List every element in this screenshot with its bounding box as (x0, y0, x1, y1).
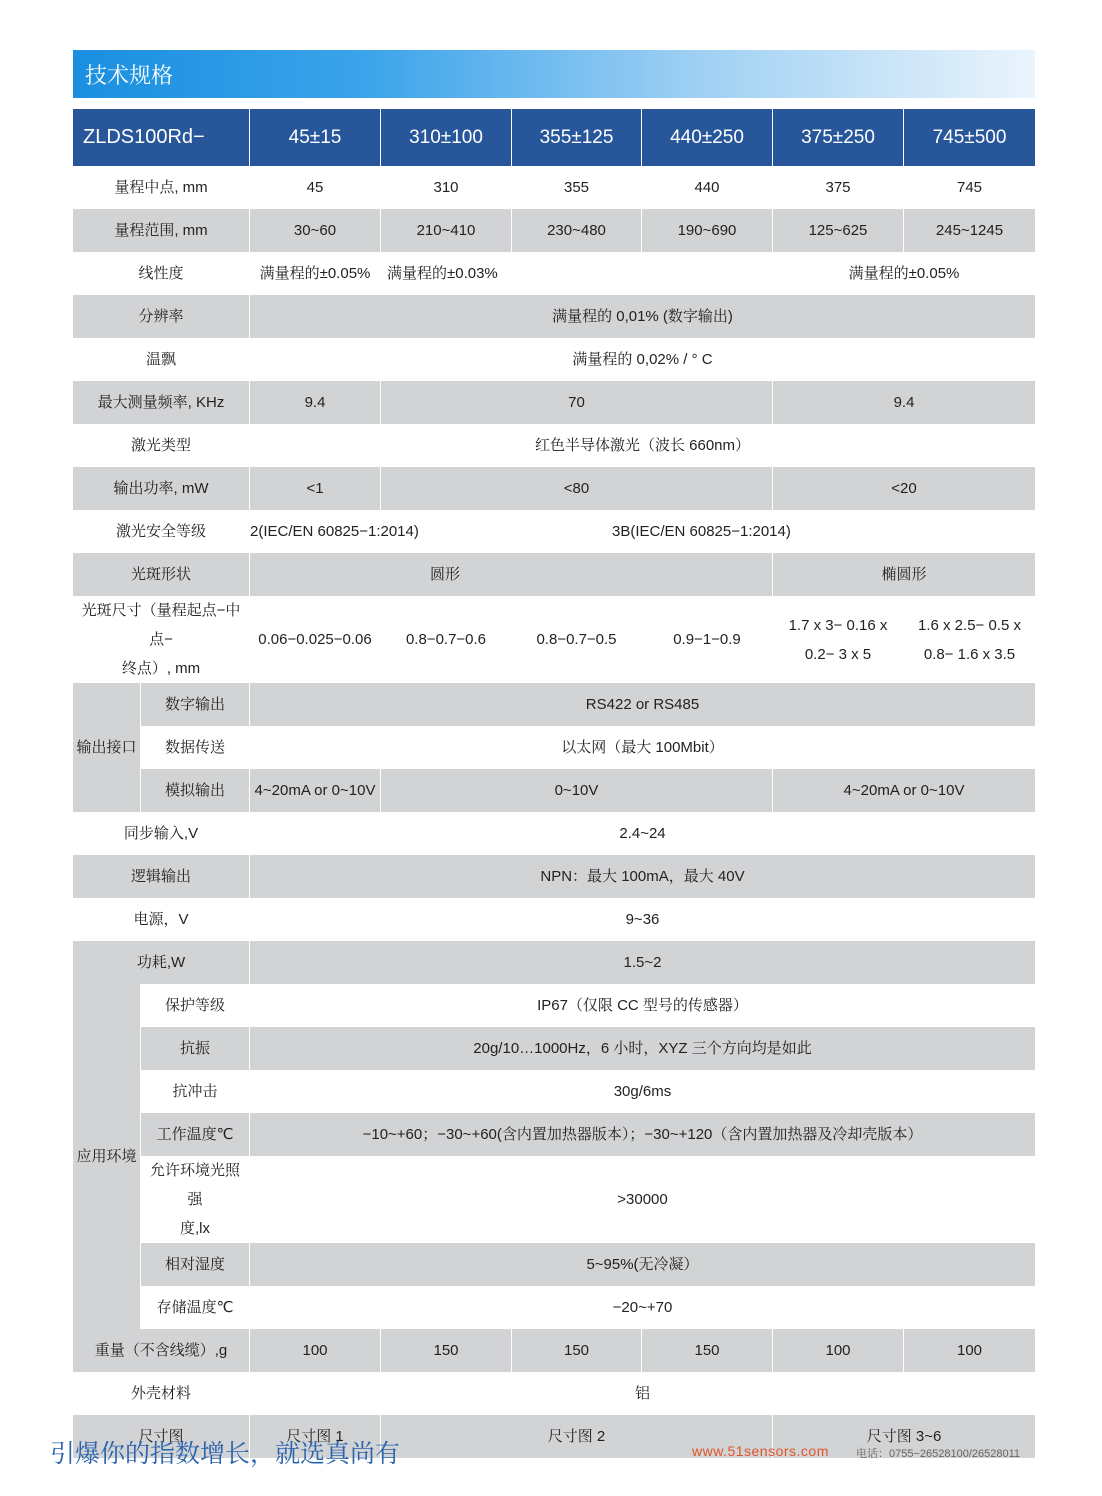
cell: 355 (512, 166, 642, 209)
row-power-supply (73, 898, 1035, 941)
group-label-output: 输出接口 (73, 683, 141, 812)
row-label: 量程中点, mm (73, 166, 250, 209)
cell: 5~95%(无冷凝） (250, 1243, 1035, 1286)
row-label-line: 终点）, mm (121, 660, 201, 677)
row-label: 数字输出 (141, 683, 250, 726)
cell: 满量程的±0.05% (250, 252, 381, 295)
row-spot-shape (73, 553, 1035, 596)
row-label: 分辨率 (73, 295, 250, 338)
cell: 100 (904, 1329, 1035, 1372)
row-label: 温飘 (73, 338, 250, 381)
row-label: 线性度 (73, 252, 250, 295)
cell: 9.4 (250, 381, 381, 424)
cell: 满量程的±0.05% (773, 252, 1035, 295)
row-sync-input (73, 812, 1035, 855)
cell: 9~36 (250, 898, 1035, 941)
row-label: 抗振 (141, 1027, 250, 1070)
row-label: 尺寸图 (73, 1415, 250, 1458)
row-label: 电源，V (73, 898, 250, 941)
cell-line: 1.6 x 2.5− 0.5 x (918, 616, 1021, 634)
cell: 满量程的±0.03% (381, 252, 773, 295)
row-label: 相对湿度 (141, 1243, 250, 1286)
row-protection (73, 984, 1035, 1027)
cell: 0.06−0.025−0.06 (250, 596, 381, 683)
row-spot-size (73, 596, 1035, 683)
cell: 150 (381, 1329, 512, 1372)
cell: 745 (904, 166, 1035, 209)
section-title: 技术规格 (85, 62, 174, 88)
row-linearity (73, 252, 1035, 295)
row-label-line: 度,lx (179, 1220, 210, 1237)
row-range (73, 209, 1035, 252)
row-label: 激光类型 (73, 424, 250, 467)
row-label: 激光安全等级 (73, 510, 250, 553)
row-midpoint (73, 166, 1035, 209)
row-label: 功耗,W (73, 941, 250, 984)
row-label: 同步输入,V (73, 812, 250, 855)
group-label-environment: 应用环境 (73, 984, 141, 1329)
row-label (73, 596, 250, 683)
cell: 375 (773, 166, 904, 209)
row-label: 外壳材料 (73, 1372, 250, 1415)
cell: NPN：最大 100mA，最大 40V (250, 855, 1035, 898)
row-label: 输出功率, mW (73, 467, 250, 510)
cell: 9.4 (773, 381, 1035, 424)
cell: <1 (250, 467, 381, 510)
cell (773, 596, 904, 683)
range-col-1: 45±15 (250, 109, 381, 166)
cell: 尺寸图 2 (381, 1415, 773, 1458)
cell: 20g/10…1000Hz，6 小时，XYZ 三个方向均是如此 (250, 1027, 1035, 1070)
footer-phone: 电话：0755−26528100/26528011 (856, 1448, 1021, 1460)
footer-slogan: 引爆你的指数增长，就选真尚有 (50, 1440, 401, 1468)
row-label-line: 光斑尺寸（量程起点−中点− (81, 602, 241, 648)
row-label: 光斑形状 (73, 553, 250, 596)
cell: −20~+70 (250, 1286, 1035, 1329)
row-label (141, 1156, 250, 1243)
cell: 尺寸图 1 (250, 1415, 381, 1458)
range-col-6: 745±500 (904, 109, 1035, 166)
cell: 310 (381, 166, 512, 209)
row-label: 抗冲击 (141, 1070, 250, 1113)
cell: 红色半导体激光（波长 660nm） (250, 424, 1035, 467)
row-operating-temp (73, 1113, 1035, 1156)
cell: <20 (773, 467, 1035, 510)
row-vibration (73, 1027, 1035, 1070)
cell: 150 (512, 1329, 642, 1372)
cell: 45 (250, 166, 381, 209)
cell: >30000 (250, 1156, 1035, 1243)
row-data-transfer (73, 726, 1035, 769)
table-header-row (73, 109, 1035, 166)
cell: 1.5~2 (250, 941, 1035, 984)
cell: 100 (250, 1329, 381, 1372)
row-label: 重量（不含线缆）,g (73, 1329, 250, 1372)
cell: 0~10V (381, 769, 773, 812)
cell: RS422 or RS485 (250, 683, 1035, 726)
row-shock (73, 1070, 1035, 1113)
cell: 150 (642, 1329, 773, 1372)
cell: 190~690 (642, 209, 773, 252)
cell: 0.8−0.7−0.6 (381, 596, 512, 683)
footer-website-link[interactable]: www.51sensors.com (692, 1443, 829, 1459)
row-logic-output (73, 855, 1035, 898)
cell: 70 (381, 381, 773, 424)
cell: <80 (381, 467, 773, 510)
cell-line: 1.7 x 3− 0.16 x (788, 616, 888, 634)
cell (904, 596, 1035, 683)
row-storage-temp (73, 1286, 1035, 1329)
row-humidity (73, 1243, 1035, 1286)
cell-line: 0.8− 1.6 x 3.5 (923, 645, 1016, 663)
cell: 满量程的 0,01% (数字输出) (250, 295, 1035, 338)
cell: 210~410 (381, 209, 512, 252)
row-frequency (73, 381, 1035, 424)
cell: 圆形 (250, 553, 773, 596)
cell: 245~1245 (904, 209, 1035, 252)
row-label-line: 允许环境光照强 (149, 1162, 240, 1208)
row-weight (73, 1329, 1035, 1372)
row-label: 模拟输出 (141, 769, 250, 812)
cell-line: 0.2− 3 x 5 (804, 645, 872, 663)
range-col-3: 355±125 (512, 109, 642, 166)
cell: 尺寸图 3~6 (773, 1415, 1035, 1458)
cell: 30~60 (250, 209, 381, 252)
cell: 30g/6ms (250, 1070, 1035, 1113)
row-label: 保护等级 (141, 984, 250, 1027)
cell: 满量程的 0,02% / ° C (250, 338, 1035, 381)
range-col-4: 440±250 (642, 109, 773, 166)
row-label: 最大测量频率, KHz (73, 381, 250, 424)
cell: 125~625 (773, 209, 904, 252)
row-label: 逻辑输出 (73, 855, 250, 898)
cell: 2(IEC/EN 60825−1:2014) (250, 510, 512, 553)
range-col-2: 310±100 (381, 109, 512, 166)
row-digital-output (73, 683, 1035, 726)
row-housing (73, 1372, 1035, 1415)
row-laser-safety (73, 510, 1035, 553)
cell: 0.8−0.7−0.5 (512, 596, 642, 683)
cell: 440 (642, 166, 773, 209)
cell: 4~20mA or 0~10V (773, 769, 1035, 812)
row-drift (73, 338, 1035, 381)
row-ambient-light (73, 1156, 1035, 1243)
cell: −10~+60；−30~+60(含内置加热器版本）；−30~+120（含内置加热器及冷却壳版本） (250, 1113, 1035, 1156)
model-prefix: ZLDS100Rd− (73, 109, 250, 166)
row-resolution (73, 295, 1035, 338)
cell: 4~20mA or 0~10V (250, 769, 381, 812)
cell: 2.4~24 (250, 812, 1035, 855)
row-laser-type (73, 424, 1035, 467)
row-power-consumption (73, 941, 1035, 984)
cell: 100 (773, 1329, 904, 1372)
cell: IP67（仅限 CC 型号的传感器） (250, 984, 1035, 1027)
row-label: 存储温度℃ (141, 1286, 250, 1329)
cell: 230~480 (512, 209, 642, 252)
spec-table (73, 109, 1035, 1458)
cell: 以太网（最大 100Mbit） (250, 726, 1035, 769)
row-label: 数据传送 (141, 726, 250, 769)
section-banner (73, 50, 1035, 98)
cell: 椭圆形 (773, 553, 1035, 596)
row-output-power (73, 467, 1035, 510)
cell: 3B(IEC/EN 60825−1:2014) (512, 510, 1035, 553)
row-analog-output (73, 769, 1035, 812)
range-col-5: 375±250 (773, 109, 904, 166)
cell: 铝 (250, 1372, 1035, 1415)
row-label: 量程范围, mm (73, 209, 250, 252)
row-label: 工作温度℃ (141, 1113, 250, 1156)
cell: 0.9−1−0.9 (642, 596, 773, 683)
